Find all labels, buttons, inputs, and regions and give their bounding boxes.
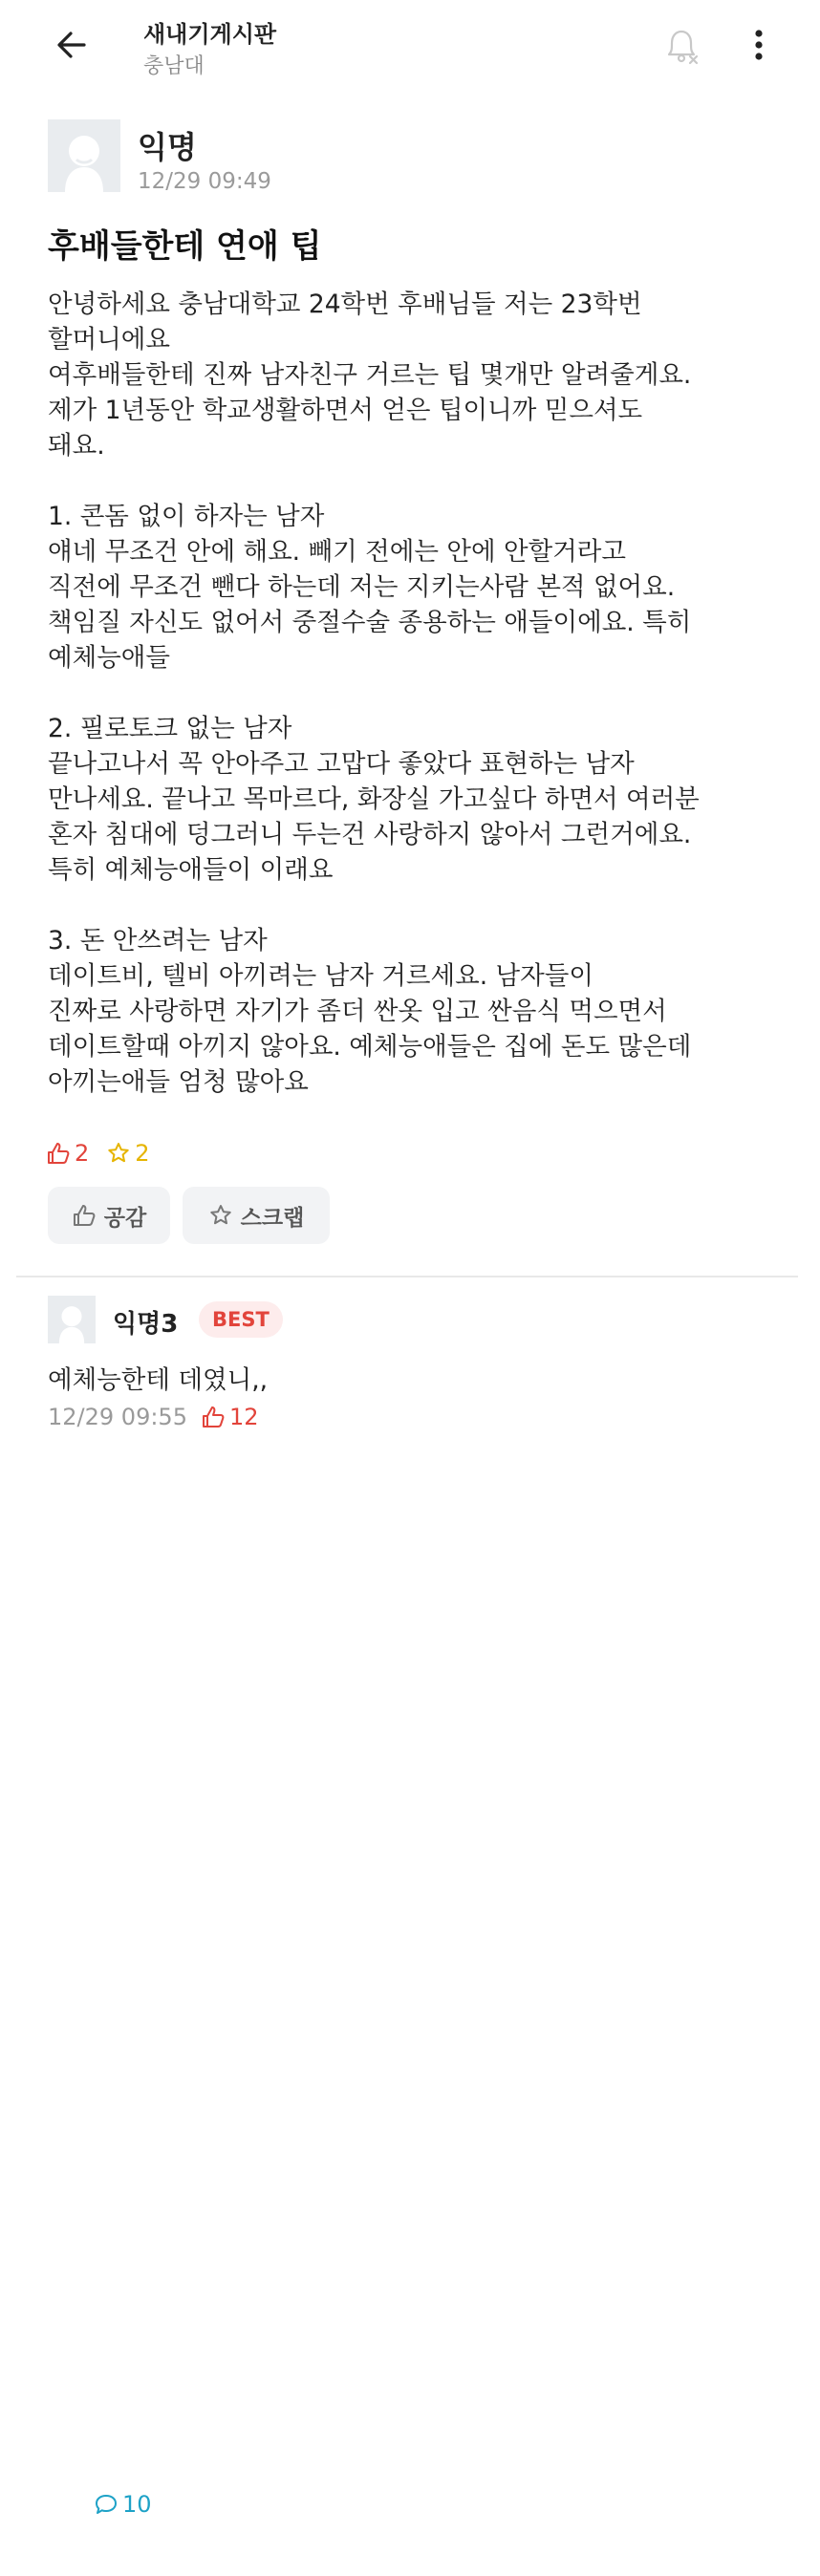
notification-off-button[interactable] bbox=[658, 21, 705, 69]
post-body-line: 3. 돈 안쓰려는 남자 bbox=[48, 926, 268, 955]
post-body-line: 특히 예체능애들이 이래요 bbox=[48, 855, 334, 885]
post-body-line: 2. 필로토크 없는 남자 bbox=[48, 714, 292, 743]
scrap-button[interactable] bbox=[183, 1187, 330, 1244]
post-body-line: 예체능애들 bbox=[48, 643, 170, 673]
post-author-row bbox=[48, 119, 717, 196]
post-body-line: 여후배들한테 진짜 남자친구 거르는 팁 몇개만 알려줄게요. bbox=[48, 360, 692, 390]
speech-bubble-icon bbox=[94, 2492, 119, 2517]
post-body-line: 책임질 자신도 없어서 중절수술 종용하는 애들이에요. 특히 bbox=[48, 608, 692, 637]
scrap-count-value: 2 bbox=[135, 1140, 150, 1167]
like-button-label: 공감 bbox=[103, 1205, 147, 1231]
post-body-line: 만나세요. 끝나고 목마르다, 화장실 가고싶다 하면서 여러분 bbox=[48, 784, 700, 814]
comment-like-count[interactable] bbox=[201, 1404, 259, 1430]
comment-timestamp: 12/29 09:55 bbox=[48, 1404, 187, 1430]
default-avatar-icon bbox=[48, 1296, 96, 1343]
comment-count bbox=[94, 2433, 820, 2576]
post-body-line bbox=[48, 676, 774, 711]
bell-off-icon bbox=[659, 23, 703, 67]
thumbs-up-icon bbox=[72, 1203, 97, 1228]
post-body-line bbox=[48, 888, 774, 923]
post-body-line: 할머니에요 bbox=[48, 325, 170, 354]
comment-like-value: 12 bbox=[228, 1404, 259, 1430]
like-button[interactable] bbox=[48, 1187, 170, 1244]
post-title: 후배들한테 연애 팁 bbox=[48, 227, 322, 266]
post-body bbox=[48, 287, 774, 1100]
post-timestamp: 12/29 09:49 bbox=[138, 169, 271, 194]
post-body-line: 안녕하세요 충남대학교 24학번 후배님들 저는 23학번 bbox=[48, 290, 642, 319]
default-avatar-icon bbox=[48, 119, 120, 192]
like-count bbox=[46, 1140, 89, 1167]
thumbs-up-icon bbox=[46, 1141, 71, 1166]
post-body-line: 얘네 무조건 안에 해요. 빼기 전에는 안에 안할거라고 bbox=[48, 537, 626, 567]
post-body-line: 데이트비, 텔비 아끼려는 남자 거르세요. 남자들이 bbox=[48, 961, 593, 991]
post-body-line: 1. 콘돔 없이 하자는 남자 bbox=[48, 502, 325, 531]
post-body-line: 제가 1년동안 학교생활하면서 얻은 팁이니까 믿으셔도 bbox=[48, 396, 643, 425]
app-bar bbox=[0, 0, 812, 91]
avatar bbox=[48, 119, 120, 192]
board-subtitle: 충남대 bbox=[143, 54, 205, 78]
more-vertical-icon bbox=[753, 28, 765, 62]
post-body-line bbox=[48, 463, 774, 499]
like-count-value: 2 bbox=[75, 1140, 90, 1167]
post-body-line: 혼자 침대에 덩그러니 두는건 사랑하지 않아서 그런거에요. bbox=[48, 820, 692, 849]
back-button[interactable] bbox=[48, 21, 96, 69]
scrap-count bbox=[106, 1140, 149, 1167]
divider bbox=[16, 1276, 798, 1277]
post-body-line: 끝나고나서 꼭 안아주고 고맙다 좋았다 표현하는 남자 bbox=[48, 749, 635, 779]
comment-item bbox=[48, 1296, 774, 1439]
comment-avatar bbox=[48, 1296, 96, 1343]
star-icon bbox=[106, 1141, 131, 1166]
post-author-name: 익명 bbox=[138, 129, 197, 165]
best-badge: BEST bbox=[199, 1301, 283, 1338]
arrow-left-icon bbox=[53, 26, 91, 64]
more-options-button[interactable] bbox=[738, 21, 780, 69]
comment-meta bbox=[48, 1404, 259, 1430]
comment-count-value: 10 bbox=[122, 2491, 152, 2518]
comment-text: 예체능한테 데였니,, bbox=[48, 1365, 269, 1395]
board-title: 새내기게시판 bbox=[143, 21, 277, 48]
comment-author-name: 익명3 bbox=[113, 1310, 179, 1339]
post-body-line: 돼요. bbox=[48, 431, 105, 461]
star-icon bbox=[208, 1203, 233, 1228]
thumbs-up-icon bbox=[201, 1405, 226, 1429]
post-body-line: 아끼는애들 엄청 많아요 bbox=[48, 1067, 309, 1097]
post-body-line: 진짜로 사랑하면 자기가 좀더 싼옷 입고 싼음식 먹으면서 bbox=[48, 997, 667, 1026]
post-body-line: 직전에 무조건 뺀다 하는데 저는 지키는사람 본적 없어요. bbox=[48, 572, 676, 602]
post-body-line: 데이트할때 아끼지 않아요. 예체능애들은 집에 돈도 많은데 bbox=[48, 1032, 692, 1062]
scrap-button-label: 스크랩 bbox=[240, 1205, 305, 1231]
